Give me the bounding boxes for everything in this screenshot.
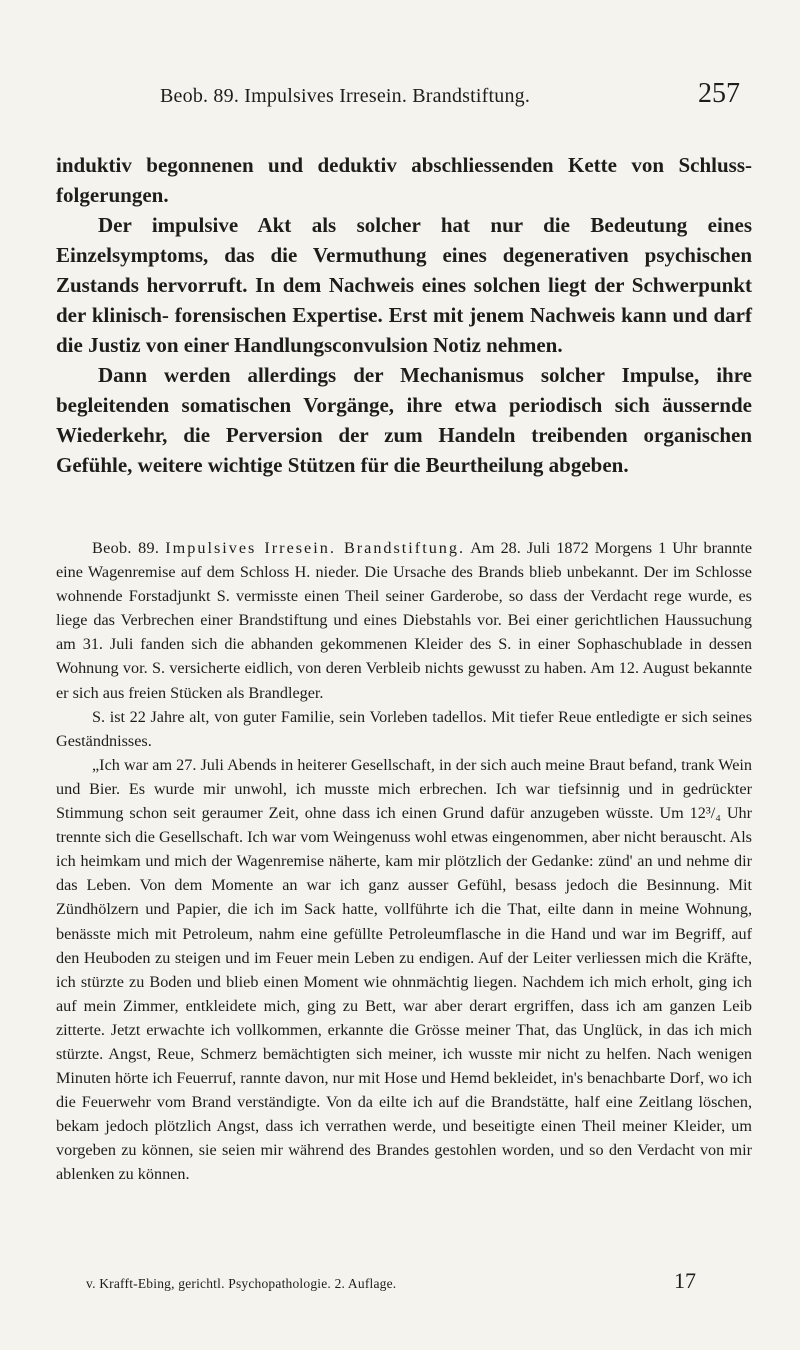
page-footer — [86, 1268, 716, 1294]
intro-paragraph-2: Der impulsive Akt als solcher hat nur die Bedeutung eines Einzelsymptoms, das die Vermuthung eines degenerativen psychischen Zustands hervorruft. In dem Nachweis eines solchen liegt der Schwerpunkt der klinisch- forensischen Expertise. Erst mit jenem Nachweis kann und darf die Justiz von einer Handlungsconvulsion Notiz nehmen. — [56, 213, 752, 357]
running-title: Beob. 89. Impulsives Irresein. Brandstiftung. — [160, 85, 531, 107]
case-paragraph-2: S. ist 22 Jahre alt, von guter Familie, sein Vorleben tadellos. Mit tiefer Reue entledigte er sich seines Geständnisses. — [56, 707, 752, 750]
intro-paragraph-1: induktiv begonnenen und deduktiv abschliessenden Kette von Schlussfolgerungen. — [56, 153, 752, 207]
sheet-number: 17 — [674, 1268, 696, 1293]
footer-citation: v. Krafft-Ebing, gerichtl. Psychopathologie. 2. Auflage. — [86, 1276, 397, 1291]
case-section — [56, 536, 752, 1187]
case-label: Beob. 89. — [92, 539, 160, 557]
case-paragraph-1 — [56, 536, 752, 705]
intro-section — [56, 150, 752, 480]
page-number: 257 — [698, 78, 740, 109]
running-header — [160, 78, 740, 118]
intro-paragraph-3: Dann werden allerdings der Mechanismus solcher Impulse, ihre begleitenden somatischen Vorgänge, ihre etwa periodisch sich äussernde Wiederkehr, die Perversion der zum Handeln treibenden organischen Gefühle, weitere wichtige Stützen für die Beurtheilung abgeben. — [56, 363, 752, 477]
case-paragraph-1-text: Am 28. Juli 1872 Morgens 1 Uhr brannte eine Wagenremise auf dem Schloss H. nieder. Die Ursache des Brands blieb unbekannt. Der im Schlosse wohnende Forstadjunkt S. vermisste einen Theil seiner Garderobe, so dass der Verdacht rege wurde, es liege das Verbrechen einer Brandstiftung und eines Diebstahls vor. Bei einer gerichtlichen Haussuchung am 31. Juli fanden sich die abhanden gekommenen Kleider des S. in einer Sophaschublade in dessen Wohnung vor. S. versicherte eidlich, von deren Verbleib nichts gewusst zu haben. Am 12. August bekannte er sich aus freien Stücken als Brandleger. — [56, 539, 753, 702]
case-title: Impulsives Irresein. Brandstiftung. — [165, 539, 466, 557]
case-paragraph-3: „Ich war am 27. Juli Abends in heiterer Gesellschaft, in der sich auch meine Braut befand, trank Wein und Bier. Es wurde mir unwohl, ich musste mich erbrechen. Ich war tiefsinnig und in gedrückter Stimmung schon seit geraumer Zeit, ohne dass ich einen Grund dafür anzugeben wüsste. Um 12³/₄ Uhr trennte sich die Gesellschaft. Ich war vom Weingenuss wohl etwas eingenommen, aber nicht berauscht. Als ich heimkam und mich der Wagenremise näherte, kam mir plötzlich der Gedanke: zünd' an und nehme dir das Leben. Von dem Momente an war ich ganz ausser Gefühl, besass jedoch die Besinnung. Mit Zündhölzern und Papier, die ich im Sack hatte, vollführte ich die That, eilte dann in meine Wohnung, benässte mich mit Petroleum, nahm eine gefüllte Petroleumflasche in die Hand und war im Begriff, auf den Heuboden zu steigen und im Feuer mein Leben zu endigen. Auf der Leiter verliessen mich die Kräfte, ich stürzte zu Boden und blieb einen Moment wie ohnmächtig liegen. Nachdem ich mich erholt, ging ich auf mein Zimmer, entkleidete mich, ging zu Bett, war aber derart ergriffen, dass ich am ganzen Leib zitterte. Jetzt erwachte ich vollkommen, erkannte die Grösse meiner That, das Unglück, in das ich mich stürzte. Angst, Reue, Schmerz bemächtigten sich meiner, ich wusste mir nicht zu helfen. Nach wenigen Minuten hörte ich Feuerruf, rannte davon, nur mit Hose und Hemd bekleidet, in's benachbarte Dorf, wo ich die Feuerwehr vom Brand verständigte. Von da eilte ich auf die Brandstätte, half eine Zeitlang löschen, bekam jedoch plötzlich Angst, dass ich verrathen werde, und beseitigte einen Theil meiner Kleider, um vorgeben zu können, sie seien mir während des Brandes gestohlen worden, und so den Verdacht von mir ablenken zu können. — [56, 755, 752, 1184]
